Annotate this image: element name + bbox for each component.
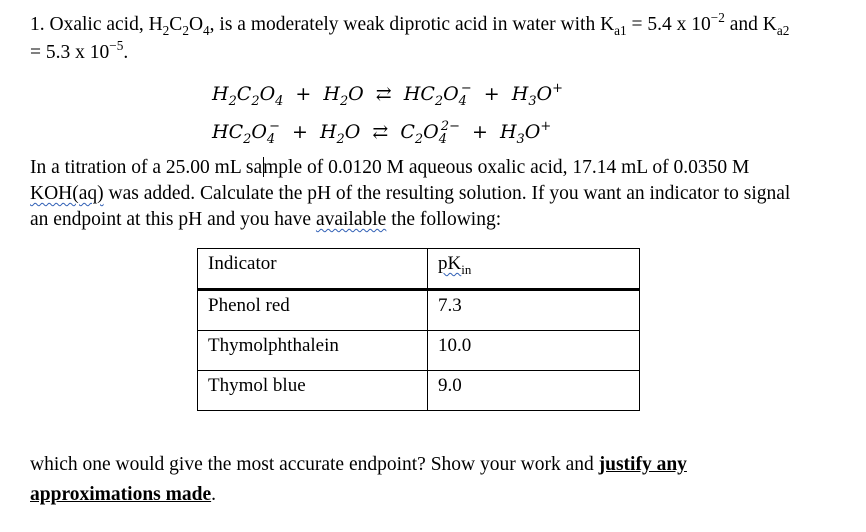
table-header-row	[198, 249, 640, 290]
text: an endpoint at this pH and you have	[30, 209, 316, 230]
t: O	[536, 83, 553, 105]
t: HC	[403, 83, 435, 105]
indicator-name: Thymolphthalein	[198, 331, 428, 371]
indicator-table	[197, 248, 640, 411]
t: HC	[212, 121, 244, 143]
text: mple of 0.0120 M aqueous oxalic acid, 17.14 mL of 0.0350 M	[263, 157, 750, 178]
subscript: a1	[614, 23, 627, 39]
paragraph-line-2	[30, 183, 790, 205]
t: 4	[458, 93, 467, 109]
text: In a titration of a 25.00 mL sa	[30, 157, 263, 178]
t: 4	[438, 131, 447, 147]
t: 2	[414, 131, 424, 147]
equation-2	[212, 119, 552, 147]
plus: +	[292, 121, 308, 143]
text: .	[123, 42, 129, 63]
t: O	[348, 83, 364, 105]
t: H	[212, 83, 229, 105]
t: +	[552, 81, 563, 96]
indicator-name: Phenol red	[198, 290, 428, 331]
grammar-flag-word: available	[315, 209, 387, 230]
text: was added. Calculate the pH of the resulting solution. If you want an indicator to signal	[103, 183, 791, 204]
ka2-value: = 5.3 x 10	[30, 42, 110, 63]
text: which one would give the most accurate endpoint? Show your work and	[30, 454, 599, 475]
superscript: −2	[710, 9, 725, 25]
t: 2	[339, 93, 349, 109]
t: O	[259, 83, 276, 105]
question-line-1	[30, 9, 790, 39]
t: H	[319, 121, 337, 143]
t: H	[511, 83, 529, 105]
t: H	[499, 121, 517, 143]
t: 3	[528, 93, 537, 109]
plus: +	[483, 83, 500, 105]
subscript: 2	[162, 23, 170, 39]
t: 2−	[440, 119, 460, 134]
text: C	[169, 14, 183, 35]
t: +	[540, 119, 552, 134]
t: 2	[434, 93, 444, 109]
text: pK	[438, 253, 462, 274]
text: O	[188, 14, 204, 35]
t: 2	[228, 93, 237, 109]
subscript: 2	[182, 23, 189, 39]
t: 4	[275, 93, 284, 109]
text: .	[211, 484, 216, 505]
equation-1	[212, 81, 563, 109]
paragraph-line-3	[30, 209, 501, 231]
t: H	[323, 83, 340, 105]
t: 2	[336, 131, 345, 147]
plus: +	[472, 121, 488, 143]
t: 2	[251, 93, 260, 109]
t: C	[400, 121, 415, 143]
t: O	[524, 121, 541, 143]
table-row	[198, 371, 640, 411]
indicator-pkin: 9.0	[428, 371, 640, 411]
pk-label	[438, 253, 472, 277]
t: O	[344, 121, 361, 143]
t: O	[251, 121, 267, 143]
question-footer	[30, 450, 790, 510]
t: O	[423, 121, 439, 143]
t: 3	[516, 131, 525, 147]
equilibrium-arrow-icon: ⇄	[372, 121, 389, 143]
table-row	[198, 331, 640, 371]
header-pkin	[428, 249, 640, 290]
text: 1. Oxalic acid, H	[30, 14, 163, 35]
subscript: in	[461, 261, 472, 277]
t: −	[269, 119, 280, 134]
header-indicator: Indicator	[198, 249, 428, 290]
t: 4	[266, 131, 276, 147]
question-line-2	[30, 37, 129, 64]
t: −	[460, 81, 472, 96]
t: 2	[243, 131, 252, 147]
text: , is a moderately weak diprotic acid in water with K	[209, 14, 615, 35]
indicator-name: Thymol blue	[198, 371, 428, 411]
text: the following:	[386, 209, 502, 230]
table-row	[198, 290, 640, 331]
t: O	[443, 83, 459, 105]
subscript: 4	[203, 23, 210, 39]
superscript: −5	[109, 37, 124, 53]
text: and K	[724, 14, 777, 35]
paragraph-line-1	[30, 157, 749, 179]
subscript: a2	[776, 23, 790, 39]
plus: +	[295, 83, 312, 105]
emphasis-text: justify any approximations made	[30, 454, 687, 505]
equilibrium-arrow-icon: ⇄	[375, 83, 392, 105]
spellcheck-word: KOH(aq)	[30, 183, 104, 204]
indicator-pkin: 7.3	[428, 290, 640, 331]
text: = 5.4 x 10	[626, 14, 711, 35]
indicator-pkin: 10.0	[428, 331, 640, 371]
t: C	[236, 83, 252, 105]
